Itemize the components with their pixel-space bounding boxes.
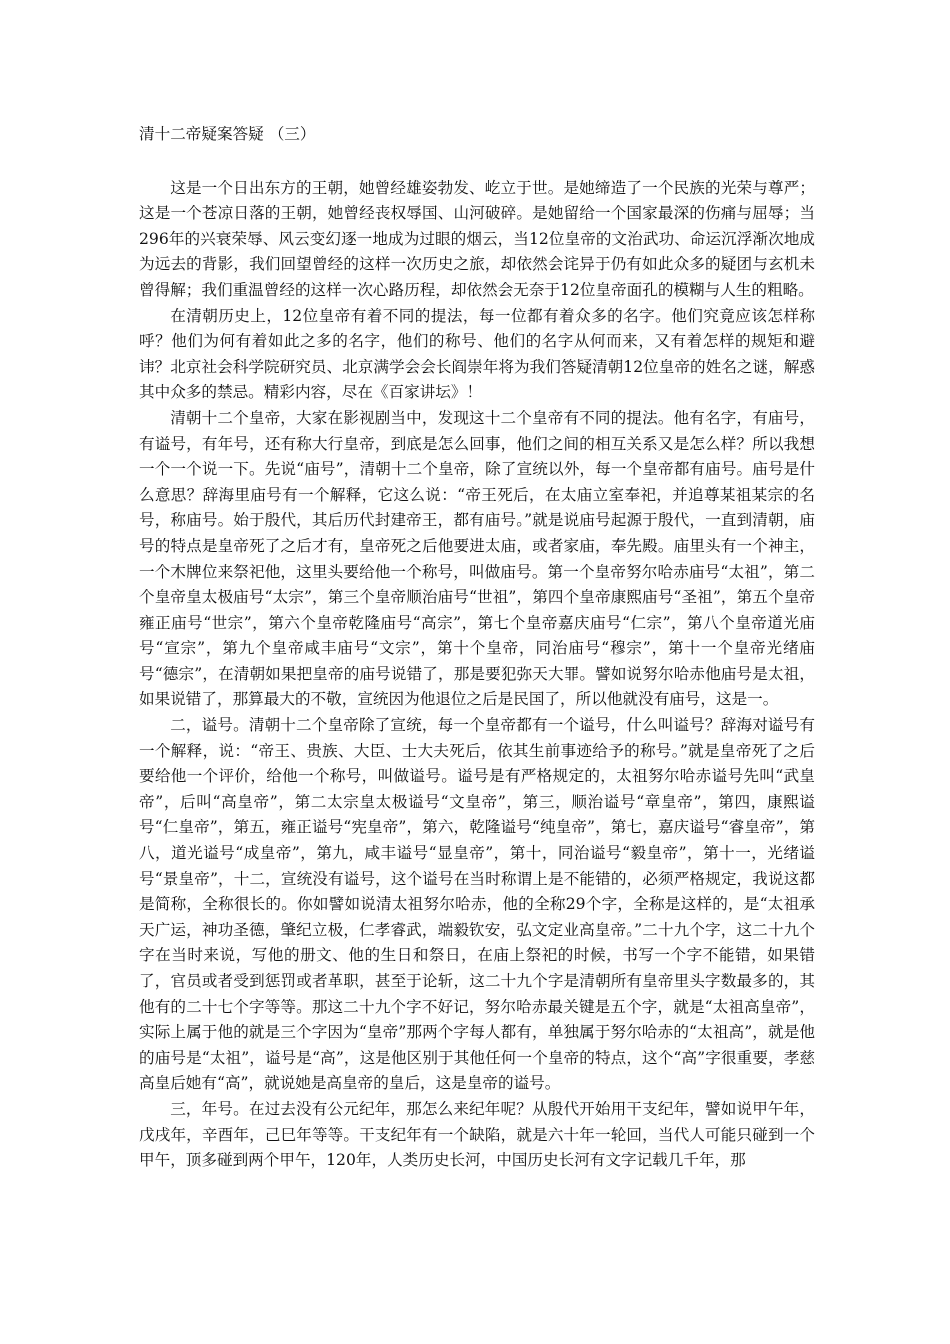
document-title: 清十二帝疑案答疑 （三） bbox=[139, 125, 316, 143]
paragraph-posthumous-name: 二，谥号。清朝十二个皇帝除了宣统，每一个皇帝都有一个谥号，什么叫谥号？辞海对谥号有一个解释，说：“帝王、贵族、大臣、士大夫死后，依其生前事迹给予的称号。”就是皇帝死了之后要给他一个评价，给他一个称号，叫做谥号。谥号是有严格规定的，太祖努尔哈赤谥号先叫“武皇帝”，后叫“高皇帝”，第二太宗皇太极谥号“文皇帝”，第三，顺治谥号“章皇帝”，第四，康熙谥号“仁皇帝”，第五，雍正谥号“宪皇帝”，第六，乾隆谥号“纯皇帝”，第七，嘉庆谥号“睿皇帝”，第八，道光谥号“成皇帝”，第九，咸丰谥号“显皇帝”，第十，同治谥号“毅皇帝”，第十一，光绪谥号“景皇帝”，十二，宣统没有谥号，这个谥号在当时称谓上是不能错的，必须严格规定，我说这都是简称，全称很长的。你如譬如说清太祖努尔哈赤，他的全称29个字，全称是这样的，是“太祖承天广运，神功圣德，肇纪立极，仁孝睿武，端毅钦安，弘文定业高皇帝。”二十九个字，这二十九个字在当时来说，写他的册文、他的生日和祭日，在庙上祭祀的时候，书写一个字不能错，如果错了，官员或者受到惩罚或者革职，甚至于论斩，这二十九个字是清朝所有皇帝里头字数最多的，其他有的二十七个字等等。那这二十九个字不好记，努尔哈赤最关键是五个字，就是“太祖高皇帝”，实际上属于他的就是三个字因为“皇帝”那两个字每人都有，单独属于努尔哈赤的“太祖高”，就是他的庙号是“太祖”，谥号是“高”，这是他区别于其他任何一个皇帝的特点，这个“高”字很重要，孝慈高皇后她有“高”，就说她是高皇帝的皇后，这是皇帝的谥号。 bbox=[139, 716, 815, 1093]
paragraph-intro: 这是一个日出东方的王朝，她曾经雄姿勃发、屹立于世。是她缔造了一个民族的光荣与尊严；这是一个苍凉日落的王朝，她曾经丧权辱国、山河破碎。是她留给一个国家最深的伤痛与屈辱；当296年的兴衰荣辱、风云变幻逐一地成为过眼的烟云，当12位皇帝的文治武功、命运沉浮渐次地成为远去的背影，我们回望曾经的这样一次历史之旅，却依然会诧异于仍有如此众多的疑团与玄机未曾得解；我们重温曾经的这样一次心路历程，却依然会无奈于12位皇帝面孔的模糊与人生的粗略。 bbox=[139, 178, 815, 299]
paragraph-temple-name: 清朝十二个皇帝，大家在影视剧当中，发现这十二个皇帝有不同的提法。他有名字，有庙号，有谥号，有年号，还有称大行皇帝，到底是怎么回事，他们之间的相互关系又是怎么样？所以我想一个一个说一下。先说“庙号”，清朝十二个皇帝，除了宣统以外，每一个皇帝都有庙号。庙号是什么意思？辞海里庙号有一个解释，它这么说：“帝王死后，在太庙立室奉祀，并追尊某祖某宗的名号，称庙号。始于殷代，其后历代封建帝王，都有庙号。”就是说庙号起源于殷代，一直到清朝，庙号的特点是皇帝死了之后才有，皇帝死之后他要进太庙，或者家庙，奉先殿。庙里头有一个神主，一个木牌位来祭祀他，这里头要给他一个称号，叫做庙号。第一个皇帝努尔哈赤庙号“太祖”，第二个皇帝皇太极庙号“太宗”，第三个皇帝顺治庙号“世祖”，第四个皇帝康熙庙号“圣祖”，第五个皇帝雍正庙号“世宗”，第六个皇帝乾隆庙号“高宗”，第七个皇帝嘉庆庙号“仁宗”，第八个皇帝道光庙号“宣宗”，第九个皇帝咸丰庙号“文宗”，第十个皇帝，同治庙号“穆宗”，第十一个皇帝光绪庙号“德宗”，在清朝如果把皇帝的庙号说错了，那是要犯弥天大罪。譬如说努尔哈赤他庙号是太祖，如果说错了，那算最大的不敬，宣统因为他退位之后是民国了，所以他就没有庙号，这是一。 bbox=[139, 408, 815, 709]
paragraph-program-intro: 在清朝历史上，12位皇帝有着不同的提法，每一位都有着众多的名字。他们究竟应该怎样称呼？他们为何有着如此之多的名字，他们的称号、他们的名字从何而来，又有着怎样的规矩和避讳？北京社会科学院研究员、北京满学会会长阎崇年将为我们答疑清朝12位皇帝的姓名之谜，解惑其中众多的禁忌。精彩内容，尽在《百家讲坛》！ bbox=[139, 306, 815, 402]
document-page bbox=[139, 122, 815, 1174]
paragraph-reign-title: 三，年号。在过去没有公元纪年，那怎么来纪年呢？从殷代开始用干支纪年，譬如说甲午年，戊戌年，辛酉年，己巳年等等。干支纪年有一个缺陷，就是六十年一轮回，当代人可能只碰到一个甲午，顶多碰到两个甲午，120年，人类历史长河，中国历史长河有文字记载几千年，那 bbox=[139, 1099, 815, 1170]
